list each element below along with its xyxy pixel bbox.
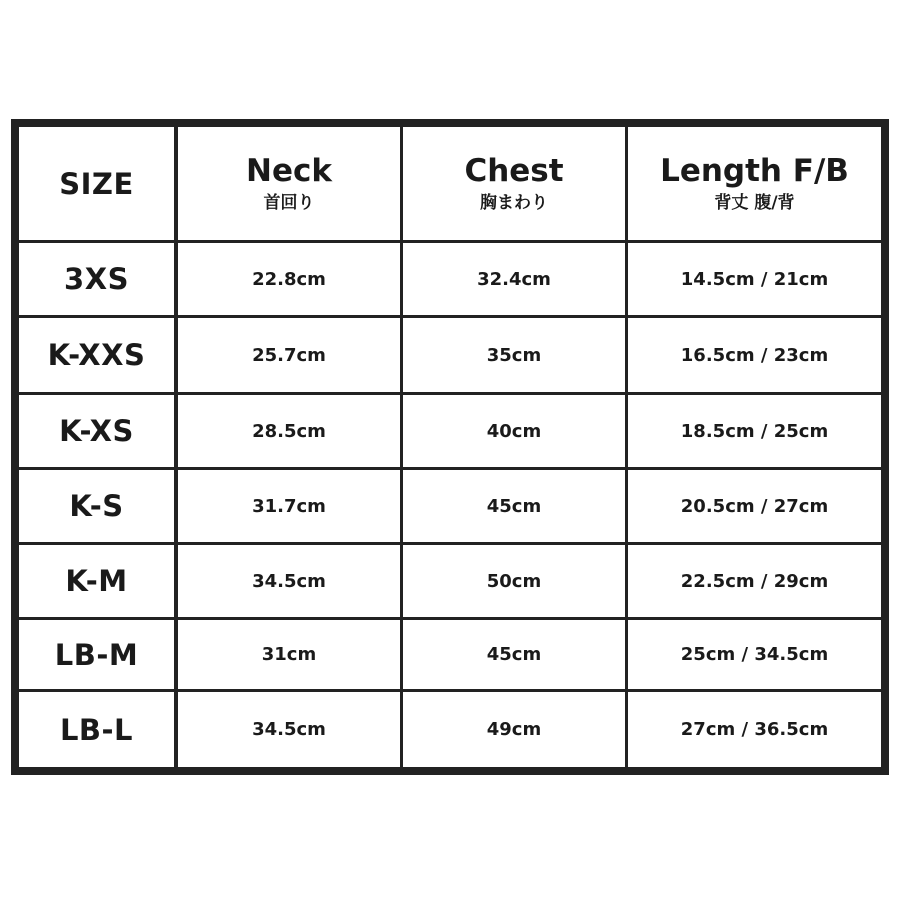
- length-cell: [628, 545, 881, 617]
- size-label: 3XS: [64, 262, 129, 296]
- chest-cell: [403, 395, 625, 467]
- length-value: 14.5cm / 21cm: [680, 268, 829, 290]
- chest-value: 45cm: [486, 495, 542, 517]
- neck-cell: [178, 470, 400, 542]
- header-size-label: SIZE: [59, 166, 134, 201]
- neck-value: 31.7cm: [252, 495, 326, 517]
- length-value: 27cm / 36.5cm: [680, 719, 829, 740]
- header-chest-cell: [403, 127, 625, 240]
- length-cell: [628, 243, 881, 315]
- length-cell: [628, 470, 881, 542]
- header-neck-cell: [178, 127, 400, 240]
- row-size-cell: [19, 692, 174, 767]
- length-value: 16.5cm / 23cm: [680, 344, 829, 366]
- neck-value: 34.5cm: [252, 719, 326, 740]
- chest-value: 32.4cm: [477, 268, 551, 290]
- neck-cell: [178, 243, 400, 315]
- neck-cell: [178, 620, 400, 689]
- chest-cell: [403, 692, 625, 767]
- neck-value: 22.8cm: [252, 268, 326, 290]
- chest-cell: [403, 470, 625, 542]
- chest-cell: [403, 243, 625, 315]
- size-chart-table: [11, 119, 889, 775]
- neck-cell: [178, 692, 400, 767]
- header-length-cell: [628, 127, 881, 240]
- row-size-cell: [19, 545, 174, 617]
- length-value: 22.5cm / 29cm: [680, 570, 829, 592]
- length-cell: [628, 692, 881, 767]
- size-label: K-XS: [59, 414, 134, 448]
- length-value: 20.5cm / 27cm: [680, 495, 829, 517]
- row-size-cell: [19, 318, 174, 392]
- chest-cell: [403, 620, 625, 689]
- header-size-cell: [19, 127, 174, 240]
- header-neck-label: Neck: [246, 153, 332, 189]
- row-size-cell: [19, 243, 174, 315]
- chest-value: 50cm: [486, 570, 542, 592]
- chest-value: 40cm: [486, 420, 542, 442]
- header-chest-sublabel: 胸まわり: [480, 193, 548, 213]
- chest-value: 45cm: [486, 644, 542, 665]
- size-label: K-S: [69, 489, 124, 523]
- header-length-sublabel: 背丈 腹/背: [714, 193, 795, 213]
- length-cell: [628, 318, 881, 392]
- neck-cell: [178, 395, 400, 467]
- header-length-label: Length F/B: [660, 153, 849, 189]
- header-chest-label: Chest: [464, 153, 564, 189]
- neck-value: 31cm: [261, 644, 317, 665]
- header-neck-sublabel: 首回り: [263, 193, 315, 213]
- size-label: K-XXS: [47, 338, 146, 372]
- chest-cell: [403, 545, 625, 617]
- neck-value: 28.5cm: [252, 420, 326, 442]
- chest-value: 49cm: [486, 719, 542, 740]
- row-size-cell: [19, 470, 174, 542]
- chest-cell: [403, 318, 625, 392]
- length-value: 25cm / 34.5cm: [680, 644, 829, 665]
- length-cell: [628, 620, 881, 689]
- neck-cell: [178, 318, 400, 392]
- neck-value: 34.5cm: [252, 570, 326, 592]
- size-label: K-M: [65, 564, 128, 598]
- size-label: LB-M: [54, 637, 139, 672]
- neck-cell: [178, 545, 400, 617]
- chest-value: 35cm: [486, 344, 542, 366]
- length-value: 18.5cm / 25cm: [680, 420, 829, 442]
- row-size-cell: [19, 620, 174, 689]
- row-size-cell: [19, 395, 174, 467]
- length-cell: [628, 395, 881, 467]
- neck-value: 25.7cm: [252, 344, 326, 366]
- size-label: LB-L: [59, 712, 134, 747]
